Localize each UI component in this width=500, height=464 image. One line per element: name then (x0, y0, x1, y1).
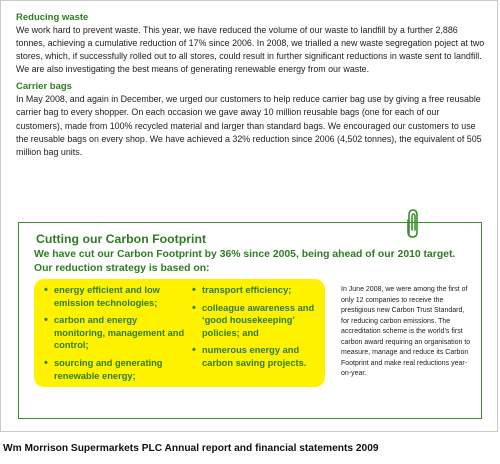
section-reducing-waste (16, 11, 486, 76)
list-item (192, 284, 322, 297)
bullet-icon: • (44, 284, 48, 296)
list-item-text: colleague awareness and ‘good housekeeping’ policies; and (202, 302, 315, 338)
bullet-icon: • (192, 301, 196, 314)
bullet-icon: • (44, 314, 48, 327)
list-item (192, 302, 322, 340)
bullet-icon: • (192, 284, 196, 296)
section-carrier-bags (16, 80, 486, 158)
report-text (16, 11, 486, 163)
list-item-text: transport efficiency; (202, 285, 292, 295)
section-heading: Carrier bags (16, 81, 72, 93)
strategy-list-left (44, 284, 189, 387)
section-body: In May 2008, and again in December, we urged our customers to help reduce carrier bag use by giving a free reusable carrier bag to every shopper. On each occasion we gave away 10 million reusable bags (one for each of our customers), made from 100% recycled material and larger than standard bags. We encouraged our customers to use the reusable bags on every shop. We have achieved a 32% reduction since 2006 (4,502 tonnes), the equivalent of 505 million bag units. (16, 94, 482, 157)
strategy-highlight-box (34, 279, 325, 387)
list-item (44, 357, 189, 382)
list-item-text: energy efficient and low emission technologies; (54, 285, 160, 308)
carbon-footprint-callout (18, 222, 482, 419)
report-caption: Wm Morrison Supermarkets PLC Annual report and financial statements 2009 (3, 443, 379, 454)
carbon-trust-note: In June 2008, we were among the first of only 12 companies to receive the prestigious new Carbon Trust Standard, for reducing carbon emissions. The accreditation scheme is the world’s first carbon award requiring an organisation to measure, manage and reduce its Carbon Footprint and make real reductions year-on-year. (341, 286, 471, 377)
callout-lead: We have cut our Carbon Footprint by 36% since 2005, being ahead of our 2010 target. Our reduction strategy is based on: (34, 249, 456, 274)
list-item (44, 314, 189, 352)
section-heading: Reducing waste (16, 12, 89, 23)
list-item (192, 344, 322, 369)
section-body: We work hard to prevent waste. This year, we have reduced the volume of our waste to landfill by a further 2,886 tonnes, achieving a cumulative reduction of 17% since 2006. In 2008, we trialled a new waste segregation poject at two stores, which, if successfully rolled out to all stores, could result in further significant reductions in waste sent to landfill. We are also investigating the best means of generating renewable energy from our waste. (16, 25, 485, 75)
strategy-list-right (192, 284, 322, 375)
bullet-icon: • (192, 344, 196, 357)
list-item-text: numerous energy and carbon saving projects. (202, 345, 307, 368)
bullet-icon: • (44, 356, 48, 369)
list-item-text: sourcing and generating renewable energy; (54, 357, 163, 381)
list-item (44, 284, 189, 309)
list-item-text: carbon and energy monitoring, management and control; (54, 315, 185, 351)
paperclip-icon (405, 208, 421, 240)
callout-title: Cutting our Carbon Footprint (36, 232, 207, 246)
